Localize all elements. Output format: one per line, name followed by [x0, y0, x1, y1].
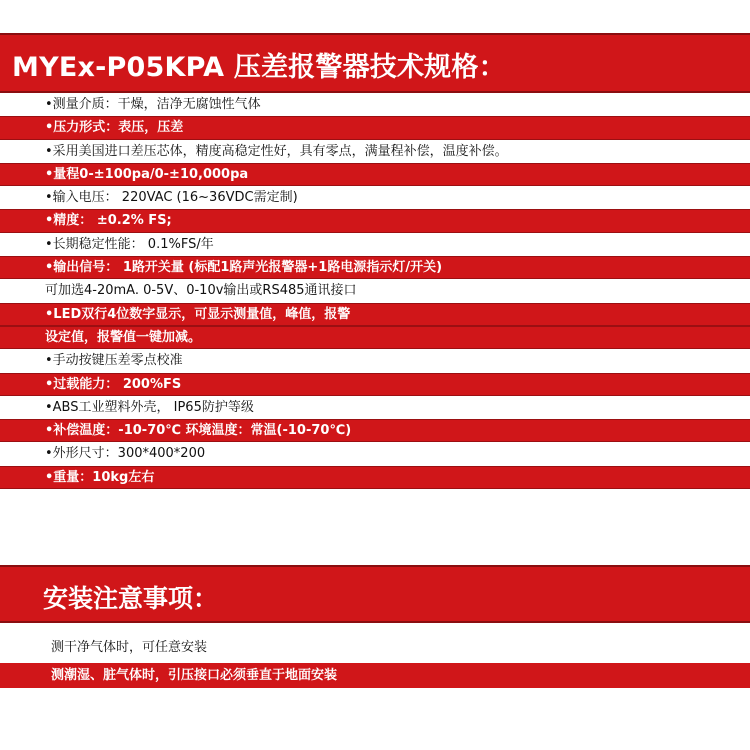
spec-text: •外形尺寸：300*400*200 — [45, 446, 206, 462]
spec-text: •输入电压： 220VAC (16~36VDC需定制) — [45, 190, 298, 206]
install-title-bar — [0, 565, 750, 623]
spec-row-housing — [0, 396, 750, 419]
spec-text: •手动按键压差零点校准 — [45, 353, 183, 369]
spec-text: •采用美国进口差压芯体，精度高稳定性好，具有零点，满量程补偿，温度补偿。 — [45, 143, 508, 159]
spec-title: MYEx-P05KPA 压差报警器技术规格： — [12, 52, 506, 83]
spec-row-output-options — [0, 279, 750, 302]
spec-text: •重量：10kg左右 — [45, 469, 155, 485]
spec-text: 可加选4-20mA. 0-5V、0-10v输出或RS485通讯接口 — [45, 283, 357, 299]
spec-text: •补偿温度：-10-70℃ 环境温度：常温(-10-70℃) — [45, 423, 352, 439]
spec-text: •长期稳定性能： 0.1%FS/年 — [45, 236, 214, 252]
spec-row-dimensions — [0, 442, 750, 465]
spec-row-zero-calibration — [0, 349, 750, 372]
install-note-clean-gas: 测干净气体时，可任意安装 — [51, 640, 208, 655]
spec-row-display — [0, 303, 750, 326]
spec-row-pressure-type — [0, 116, 750, 139]
spec-text: •过载能力： 200%FS — [45, 376, 182, 392]
spec-row-output-signal — [0, 256, 750, 279]
spec-text: 设定值，报警值一键加减。 — [45, 329, 202, 345]
spec-title-bar — [0, 33, 750, 93]
spec-text: •LED双行4位数字显示，可显示测量值，峰值，报警 — [45, 306, 351, 322]
spec-row-medium — [0, 93, 750, 116]
spec-list — [0, 93, 750, 489]
spec-text: •输出信号： 1路开关量 (标配1路声光报警器+1路电源指示灯/开关) — [45, 260, 443, 276]
spec-text: •压力形式：表压，压差 — [45, 120, 184, 136]
spec-text: •ABS工业塑料外壳， IP65防护等级 — [45, 399, 254, 415]
spec-row-accuracy — [0, 209, 750, 232]
spec-row-display-cont — [0, 326, 750, 349]
spec-text: •精度： ±0.2% FS; — [45, 213, 172, 229]
spec-row-range — [0, 163, 750, 186]
spec-row-weight — [0, 466, 750, 489]
spec-text: •测量介质：干燥，洁净无腐蚀性气体 — [45, 97, 261, 112]
install-note-humid-gas: 测潮湿、脏气体时，引压接口必须垂直于地面安装 — [0, 663, 750, 688]
spec-row-core — [0, 140, 750, 163]
spec-row-stability — [0, 233, 750, 256]
spec-row-temperature — [0, 419, 750, 442]
spec-row-input-voltage — [0, 186, 750, 209]
spec-row-overload — [0, 373, 750, 396]
install-title: 安装注意事项： — [43, 584, 219, 613]
spec-text: •量程0-±100pa/0-±10,000pa — [45, 166, 249, 182]
